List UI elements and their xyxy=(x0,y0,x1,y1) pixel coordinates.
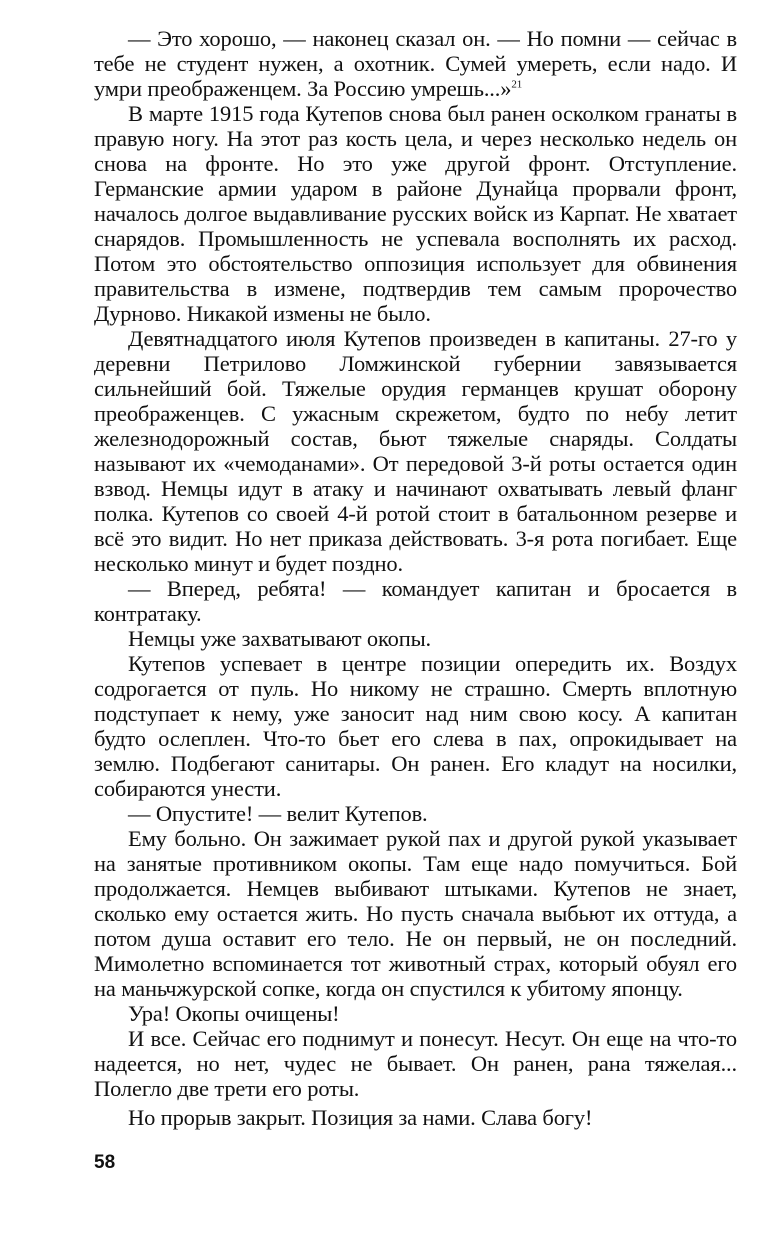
paragraph-3: Девятнадцатого июля Кутепов произведен в капитаны. 27-го у деревни Петрилово Ломжинской губернии завязывается сильнейший бой. Тяжелые орудия германцев крушат оборону преображенцев. С ужасным скрежетом, будто по небу летит железнодорожный состав, бьют тяжелые снаряды. Солдаты называют их «чемоданами». От передовой 3-й роты остается один взвод. Немцы идут в атаку и начинают охватывать левый фланг полка. Кутепов со своей 4-й ротой стоит в батальонном резерве и всё это видит. Но нет приказа действовать. 3-я рота погибает. Еще несколько минут и будет поздно. xyxy=(94,326,737,576)
paragraph-6: Кутепов успевает в центре позиции опередить их. Воздух содрогается от пуль. Но никому не страшно. Смерть вплотную подступает к нему, уже заносит над ним свою косу. А капитан будто ослеплен. Что-то бьет его слева в пах, опрокидывает на землю. Подбегают санитары. Он ранен. Его кладут на носилки, собираются унести. xyxy=(94,651,737,801)
paragraph-2: В марте 1915 года Кутепов снова был ранен осколком гранаты в правую ногу. На этот раз кость цела, и через несколько недель он снова на фронте. Но это уже другой фронт. Отступление. Германские армии ударом в районе Дунайца прорвали фронт, началось долгое выдавливание русских войск из Карпат. Не хватает снарядов. Промышленность не успевала восполнять их расход. Потом это обстоятельство оппозиция использует для обвинения правительства в измене, подтвердив тем самым пророчество Дурново. Никакой измены не было. xyxy=(94,101,737,326)
paragraph-11: Но прорыв закрыт. Позиция за нами. Слава богу! xyxy=(128,1105,593,1130)
body-text xyxy=(94,26,737,1130)
paragraph-10: И все. Сейчас его поднимут и понесут. Несут. Он еще на что-то надеется, но нет, чудес не бывает. Он ранен, рана тяжелая... Полегло две трети его роты. xyxy=(94,1026,737,1101)
page-number: 58 xyxy=(94,1152,116,1173)
paragraph-4: — Вперед, ребята! — командует капитан и бросается в контратаку. xyxy=(94,576,737,626)
footnote-marker: 21 xyxy=(511,78,523,91)
paragraph-8: Ему больно. Он зажимает рукой пах и другой рукой указывает на занятые противником окопы. Там еще надо помучиться. Бой продолжается. Немцев выбивают штыками. Кутепов не знает, сколько ему остается жить. Но пусть сначала выбьют их оттуда, а потом душа оставит его тело. Не он первый, не он последний. Мимолетно вспоминается тот животный страх, который обуял его на маньчжурской сопке, когда он спустился к убитому японцу. xyxy=(94,826,737,1001)
paragraph-9: Ура! Окопы очищены! xyxy=(128,1001,340,1026)
paragraph-5: Немцы уже захватывают окопы. xyxy=(128,626,432,651)
paragraph-7: — Опустите! — велит Кутепов. xyxy=(128,801,428,826)
paragraph-1: — Это хорошо, — наконец сказал он. — Но помни — сейчас в тебе не студент нужен, а охотник. Сумей умереть, если надо. И умри преображенцем. За Россию умрешь...»$^{21}$ xyxy=(94,26,737,101)
